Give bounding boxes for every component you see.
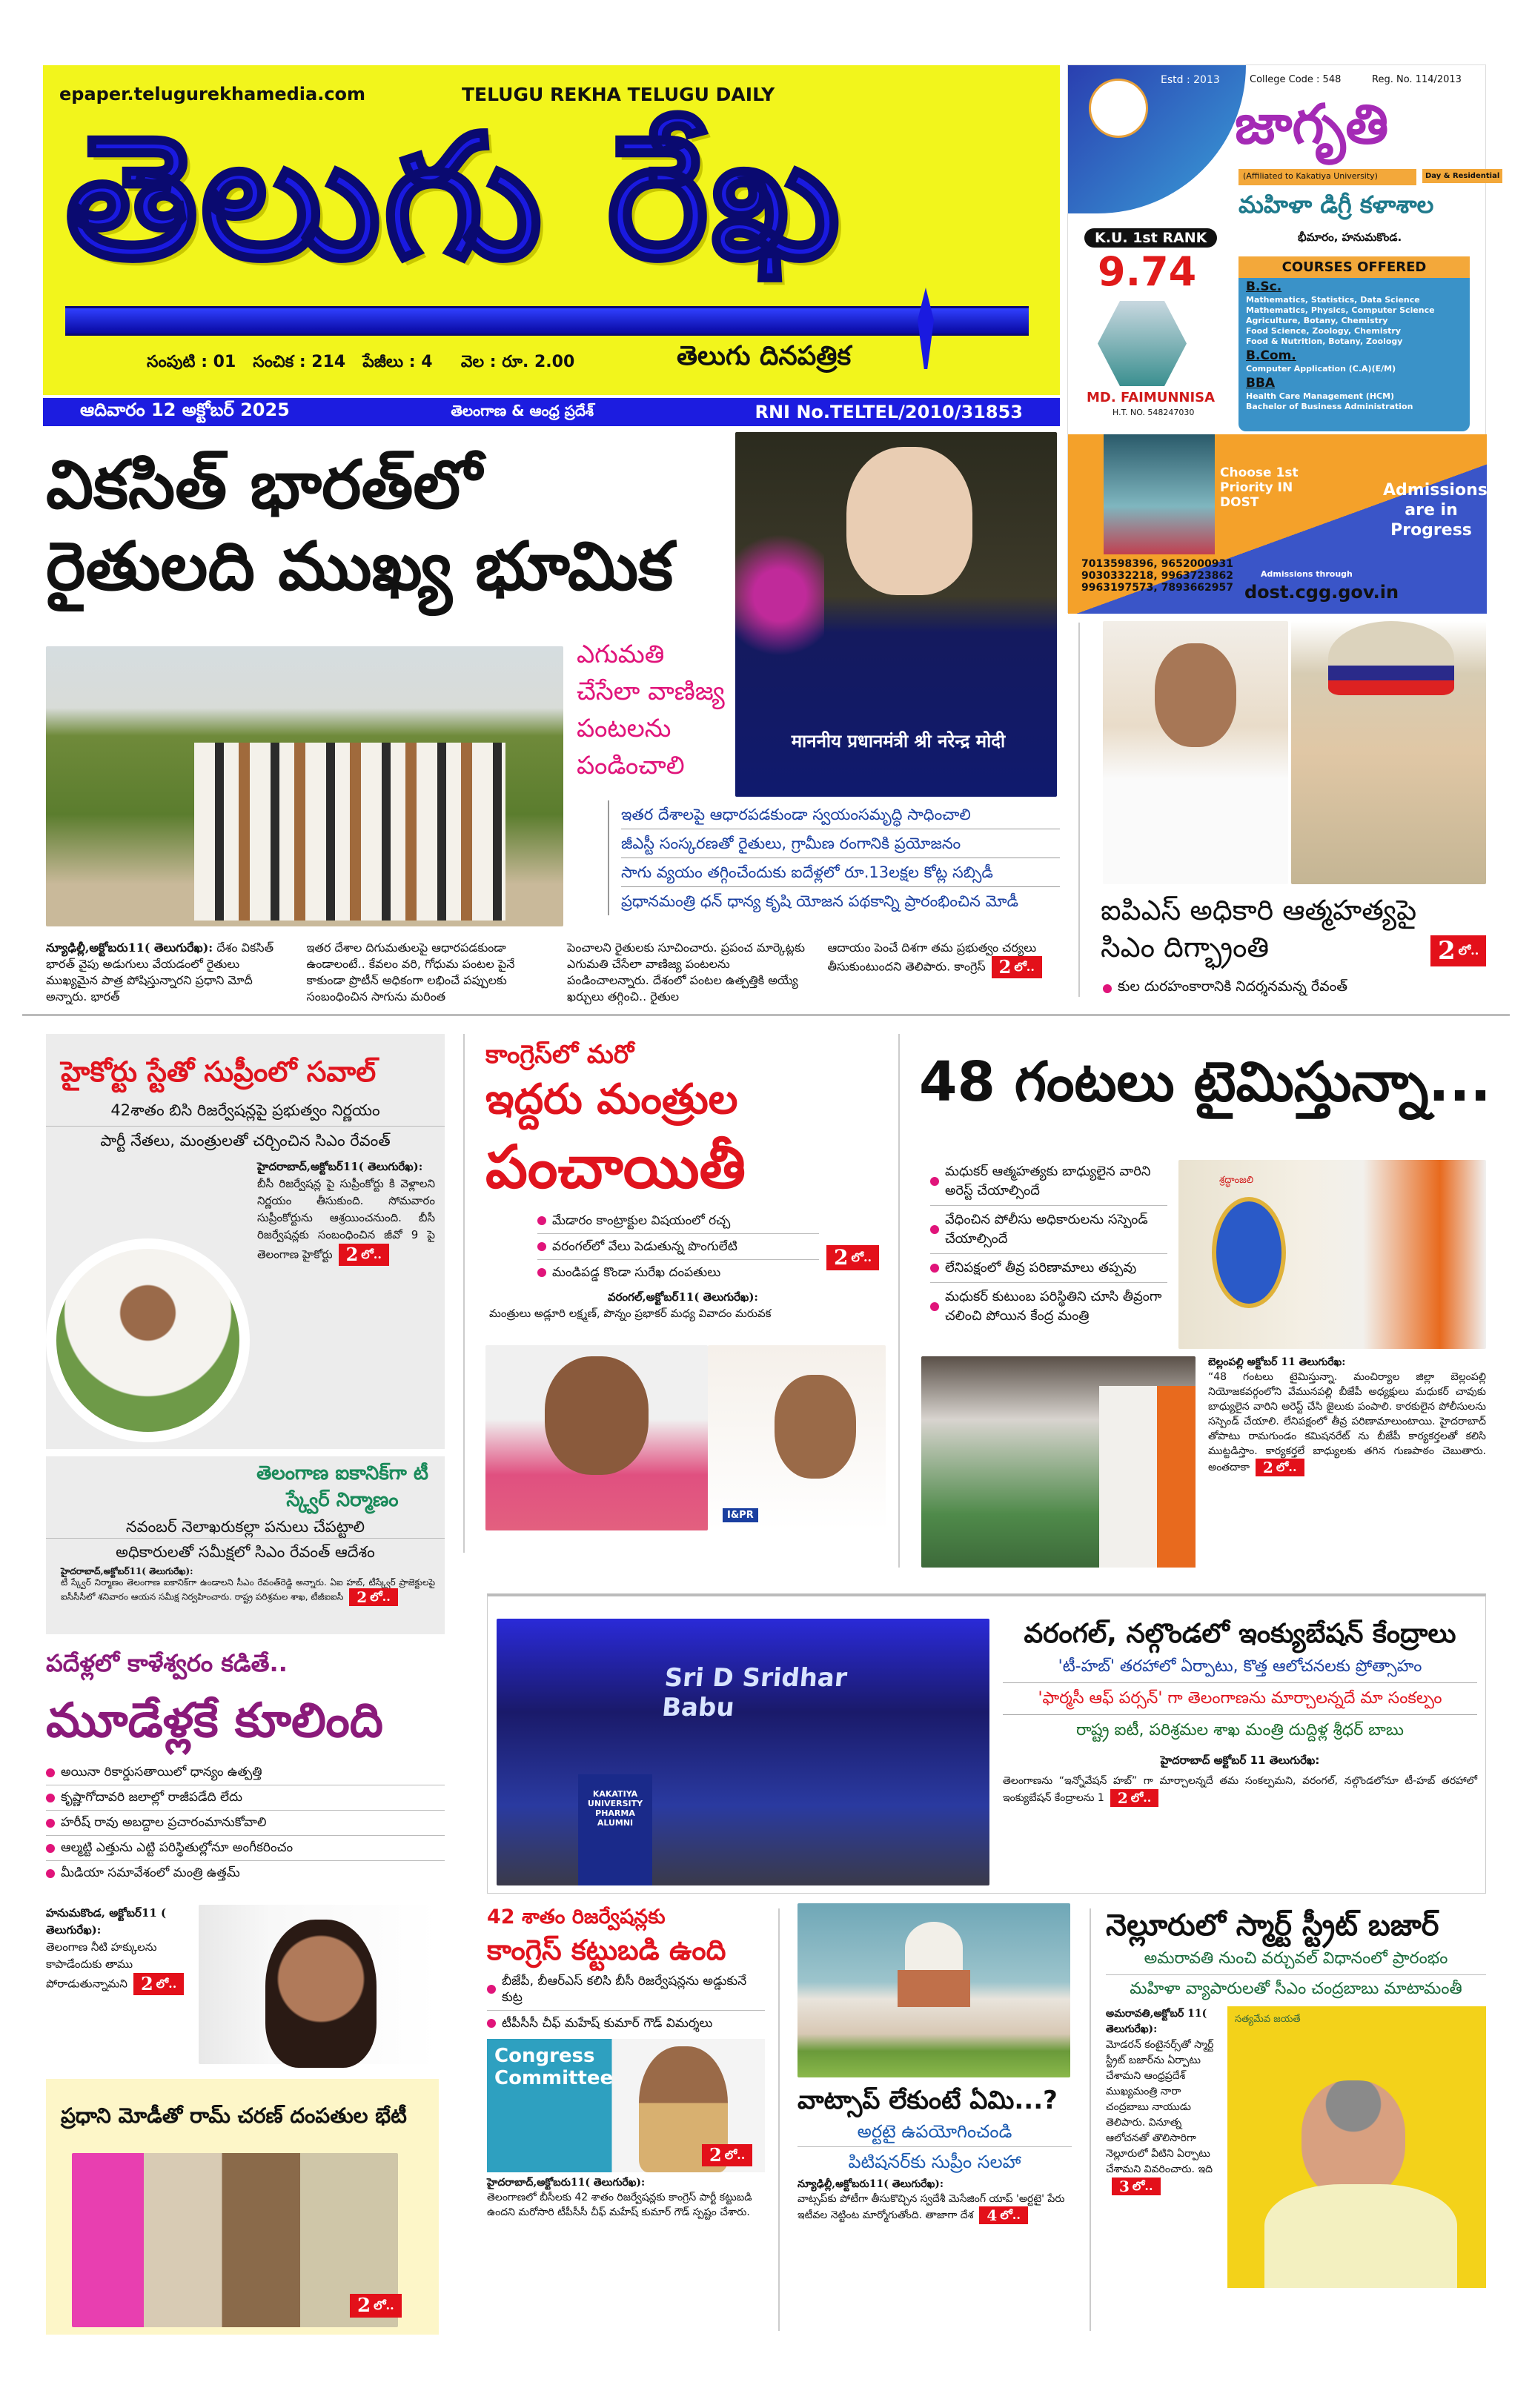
whatsapp-story bbox=[797, 2084, 1072, 2224]
highcourt-subhead: పార్టీ నేతలు, మంత్రులతో చర్చించిన సిఎం రేవంత్ bbox=[46, 1126, 445, 1152]
revanth-portrait-photo bbox=[56, 1249, 239, 1432]
photo-flowers bbox=[735, 521, 824, 669]
courses-title: COURSES OFFERED bbox=[1238, 256, 1470, 278]
bullet-text: లేనిపక్షంలో తీవ్ర పరిణామాలు తప్పవు bbox=[945, 1260, 1137, 1276]
police-cap bbox=[1328, 621, 1454, 695]
nellore-subhead: అమరావతి నుంచి వర్చువల్ విధానంలో ప్రారంభం bbox=[1106, 1948, 1486, 1975]
incubation-headline: వరంగల్, నల్గొండలో ఇంక్యుబేషన్ కేంద్రాలు bbox=[1024, 1619, 1456, 1649]
ad-admissions-through: Admissions through bbox=[1261, 569, 1353, 579]
bullet-text: మీడియా సమావేశంలో మంత్రి ఉత్తమ్ bbox=[61, 1865, 240, 1880]
nellore-dateline: అమరావతి,అక్టోబర్ 11( తెలుగురేఖ): bbox=[1106, 2008, 1207, 2035]
bullet-text: మేడారం కాంట్రాక్టుల విషయంలో రచ్చ bbox=[552, 1213, 731, 1228]
bullet-text: కృష్ణాగోదావరి జలాల్లో రాజీపడేది లేదు bbox=[61, 1790, 242, 1805]
masthead bbox=[43, 65, 1060, 395]
tsquare-dateline: హైదరాబాద్,అక్టోబర్11( తెలుగురేఖ): bbox=[61, 1566, 193, 1576]
continued-page-link[interactable]: 2 $^{లో..}$ bbox=[992, 956, 1042, 978]
course-item: Mathematics, Physics, Computer Science bbox=[1246, 305, 1435, 315]
bullet-icon bbox=[537, 1268, 546, 1277]
issue-info: సంపుటి : 01 సంచిక : 214 పేజీలు : 4 వెల : రూ. 2.00 bbox=[147, 353, 575, 371]
whatsapp-body-text: వాట్సప్‌కు పోటీగా తీసుకొచ్చిన స్వదేశీ మెసేజింగ్ యాప్ 'అర్టటై' పేరు ఇటీవల నెట్టింట మార్మోగుతోంది. తాజాగా దేశ bbox=[797, 2193, 1065, 2221]
pull-quote-line: ఎగుమతి bbox=[577, 640, 665, 669]
continued-page-link[interactable]: 2 $^{లో..}$ bbox=[1430, 935, 1486, 966]
pull-quote-line: పండించాలి bbox=[577, 751, 685, 780]
ad-college-code: College Code : 548 bbox=[1250, 74, 1342, 85]
bullet-icon bbox=[46, 1844, 55, 1853]
family-visit-photo bbox=[921, 1356, 1196, 1568]
lead-body bbox=[46, 940, 1069, 1005]
nellore-subhead: మహిళా వ్యాపారులతో సీఎం చంద్రబాబు మాటామంతీ bbox=[1130, 1980, 1462, 1998]
continued-page-link[interactable]: 2 $^{లో..}$ bbox=[133, 1973, 184, 1995]
portrait-frame bbox=[1212, 1197, 1286, 1308]
photo-label: Congress Committee bbox=[494, 2045, 614, 2089]
ad-priority: Choose 1st Priority IN DOST bbox=[1220, 465, 1299, 510]
bullet-text: మండిపడ్డ కొండా సురేఖ దంపతులు bbox=[552, 1265, 721, 1280]
highcourt-headline: హైకోర్టు స్టేతో సుప్రీంలో సవాల్ bbox=[61, 1055, 377, 1088]
photo-caption: माननीय प्रधानमंत्री श्री नरेन्द्र मोदी bbox=[791, 731, 1006, 752]
nellore-headline: నెల్లూరులో స్మార్ట్ స్ట్రీట్ బజార్ bbox=[1106, 1908, 1439, 1943]
lead-headline bbox=[46, 445, 728, 608]
congress-headline: పంచాయితీ bbox=[485, 1132, 746, 1201]
ad-phone: 9030332218, 9963723862 bbox=[1081, 570, 1234, 582]
nellore-body bbox=[1106, 2006, 1217, 2288]
masthead-subtitle: తెలుగు దినపత్రిక bbox=[677, 341, 852, 371]
region: తెలంగాణ & ఆంధ్ర ప్రదేశ్ bbox=[451, 401, 594, 419]
court-dome bbox=[905, 1922, 963, 1974]
ramcharan-modi-photo bbox=[72, 2153, 398, 2327]
uttam-kumar-photo bbox=[199, 1905, 437, 2064]
tsquare-headline: తెలంగాణ ఐకానిక్‌గా టీ స్క్వేర్ నిర్మాణం bbox=[256, 1462, 428, 1511]
ad-location: భీమారం, హనుమకొండ. bbox=[1298, 230, 1402, 244]
courses-box bbox=[1238, 256, 1470, 431]
continued-page-link[interactable]: 2 $^{లో..}$ bbox=[826, 1245, 879, 1270]
tsquare-subhead: అధికారులతో సమీక్షలో సిఎం రేవంత్ ఆదేశం bbox=[116, 1543, 375, 1561]
course-group-title: B.Com. bbox=[1246, 348, 1296, 363]
tribute-photo bbox=[1178, 1160, 1486, 1349]
nellore-row bbox=[1106, 2006, 1486, 2288]
photo-label: I&PR bbox=[723, 1508, 758, 1522]
college-advertisement[interactable] bbox=[1067, 64, 1500, 613]
congress-bullets bbox=[537, 1208, 819, 1285]
lead-subhead: ఇతర దేశాలపై ఆధారపడకుండా స్వయంసమృద్ధి సాధించాలి bbox=[621, 800, 1060, 829]
nellore-story bbox=[1106, 1906, 1486, 2288]
bullet-text: అయినా రికార్డుసతాయిలో ధాన్యం ఉత్పత్తి bbox=[61, 1765, 262, 1780]
whatsapp-subhead: పిటిషనర్‌కు సుప్రీం సలహా bbox=[848, 2152, 1021, 2172]
bullet-text: టీపీసీసీ చీఫ్ మహేష్ కుమార్ గౌడ్ విమర్శలు bbox=[502, 2016, 713, 2031]
course-item: Mathematics, Statistics, Data Science bbox=[1246, 295, 1420, 305]
bullet-icon bbox=[46, 1819, 55, 1828]
congress-kicker: కాంగ్రెస్‌లో మరో bbox=[485, 1040, 634, 1069]
photo-banner-text: Sri D Sridhar Babu bbox=[660, 1663, 849, 1722]
bullet-item bbox=[930, 1283, 1167, 1330]
bullet-text: వరంగల్‌లో వేలు పెడుతున్న పొంగులేటి bbox=[552, 1239, 737, 1254]
podium-label: KAKATIYA UNIVERSITY PHARMA ALUMNI bbox=[578, 1774, 652, 1885]
court-tower bbox=[898, 1970, 970, 2007]
bc42-body-text: తెలంగాణలో బీసీలకు 42 శాతం రిజర్వేషన్లకు కాంగ్రెస్ పార్టీ కట్టుబడి ఉందని మరోసారి టీపీసీసీ చీఫ్ మహేష్ కుమార్ గౌడ్ స్పష్టం చేశారు. bbox=[487, 2192, 752, 2218]
lead-subhead: ప్రధానమంత్రి ధన్ ధాన్య కృషి యోజన పథకాన్ని ప్రారంభించిన మోడీ bbox=[621, 892, 1019, 910]
tsquare-subhead: నవంబర్ నెలాఖరుకల్లా పనులు చేపట్టాలి bbox=[46, 1516, 445, 1539]
incubation-subhead: 'టీ-హబ్' తరహాలో ఏర్పాటు, కొత్త ఆలోచనలకు ప్రోత్సాహం bbox=[1003, 1656, 1477, 1683]
lead-body-col: ఆదాయం పెంచే దిశగా తమ ప్రభుత్వం చర్యలు తీసుకుంటుందని తెలిపారు. కాంగ్రెస్ bbox=[827, 941, 1037, 974]
photo-label: శ్రద్ధాంజలి bbox=[1219, 1175, 1254, 1186]
photo-label: సత్యమేవ జయతే bbox=[1235, 2014, 1301, 2025]
lead-subheads bbox=[608, 800, 1060, 915]
bullet-icon bbox=[537, 1216, 546, 1225]
bullet-item bbox=[46, 1836, 445, 1861]
incubation-text bbox=[1003, 1617, 1477, 1807]
lead-headline-line: రైతులది ముఖ్య భూమిక bbox=[46, 528, 674, 606]
kaleshwaram-dateline: హనుమకొండ, అక్టోబర్11 ( తెలుగురేఖ): bbox=[46, 1906, 167, 1937]
lead-body-col: పెంచాలని రైతులకు సూచించారు. ప్రపంచ మార్కెట్లకు ఎగుమతి చేసేలా వాణిజ్య పంటలను పండించాలన్నారు. దేశంలో పంటల ఉత్పత్తికి అయ్యే ఖర్చులు తగ్గించి.. రైతుల bbox=[567, 941, 805, 1004]
bullet-icon bbox=[537, 1242, 546, 1251]
ad-affiliation: (Affiliated to Kakatiya University) bbox=[1238, 169, 1416, 185]
bullet-item bbox=[46, 1861, 445, 1885]
bullet-icon bbox=[487, 1985, 496, 1994]
photo-figure bbox=[1301, 2080, 1405, 2199]
continued-page-link[interactable]: 2 $^{లో..}$ bbox=[1256, 1459, 1304, 1476]
incubation-subhead: రాష్ట్ర ఐటీ, పరిశ్రమల శాఖ మంత్రి దుద్దిళ్ల శ్రీధర్ బాబు bbox=[1075, 1721, 1404, 1739]
mahesh-kumar-goud-photo bbox=[487, 2039, 765, 2172]
continued-page-link[interactable]: 2 $^{లో..}$ bbox=[702, 2144, 752, 2166]
course-item: Agriculture, Botany, Chemistry bbox=[1246, 316, 1388, 325]
ad-brand: జాగృతి bbox=[1235, 93, 1389, 156]
column-divider bbox=[463, 1034, 465, 1553]
bc42-body bbox=[487, 2175, 765, 2220]
bullet-icon bbox=[46, 1794, 55, 1802]
congress-headline: ఇద్దరు మంత్రుల bbox=[485, 1075, 738, 1124]
continued-page-link[interactable]: 2 $^{లో..}$ bbox=[349, 1588, 398, 1606]
incubation-subhead: 'ఫార్మసీ ఆఫ్ పర్సన్' గా తెలంగాణను మార్చాలన్నదే మా సంకల్పం bbox=[1003, 1688, 1477, 1715]
ad-admissions: Admissions are in Progress bbox=[1383, 481, 1488, 540]
photo-figure bbox=[265, 1920, 377, 2068]
ad-ht-no: H.T. NO. 548247030 bbox=[1112, 408, 1195, 417]
course-item: Bachelor of Business Administration bbox=[1246, 402, 1413, 411]
lead-headline-line: వికసిత్ భారత్‌లో bbox=[46, 446, 482, 524]
ad-college-name: మహిళా డిగ్రీ కళాశాల bbox=[1238, 190, 1434, 219]
bc42-kicker: 42 శాతం రిజర్వేషన్లకు bbox=[487, 1905, 666, 1928]
revanth-portrait-frame bbox=[46, 1238, 250, 1442]
bullet-text: మధుకర్ కుటుంబ పరిస్థితిని చూసి తీవ్రంగా చలించి పోయిన కేంద్ర మంత్రి bbox=[945, 1289, 1162, 1324]
tagline: TELUGU REKHA TELUGU DAILY bbox=[462, 84, 775, 105]
kaleshwaram-body bbox=[46, 1905, 190, 1995]
photo-people bbox=[194, 743, 505, 921]
column-divider bbox=[898, 1034, 900, 1568]
lead-pull-quote bbox=[577, 636, 732, 784]
college-building-photo bbox=[1104, 434, 1215, 554]
column-divider bbox=[1078, 623, 1080, 997]
bullet-text: హరీష్ రావు అబద్దాల ప్రచారంమానుకోవాలి bbox=[61, 1815, 267, 1830]
bullet-icon bbox=[487, 2019, 496, 2028]
logo-underline-bar bbox=[65, 306, 1029, 336]
bullet-item bbox=[487, 1968, 765, 2011]
bc42-bullets bbox=[487, 1968, 765, 2036]
issue-date: ఆదివారం 12 అక్టోబర్ 2025 bbox=[80, 399, 290, 420]
bc42-story bbox=[487, 1903, 765, 2220]
continued-page-link[interactable]: 2 $^{లో..}$ bbox=[339, 1244, 389, 1266]
bullet-text: ఆల్మట్టి ఎత్తును ఎట్టి పరిస్థితుల్లోనూ అంగీకరించం bbox=[61, 1840, 294, 1855]
continued-page-link[interactable]: 2 $^{లో..}$ bbox=[1110, 1789, 1159, 1807]
whatsapp-dateline: న్యూఢిల్లీ,అక్టోబరు11( తెలుగురేఖ): bbox=[797, 2178, 944, 2190]
revanth-reddy-photo bbox=[1103, 621, 1288, 884]
bullet-item bbox=[46, 1760, 445, 1785]
pull-quote-line: పంటలను bbox=[577, 714, 672, 743]
bullet-item bbox=[537, 1234, 819, 1260]
bullet-item bbox=[537, 1260, 819, 1285]
website-url[interactable]: epaper.telugurekhamedia.com bbox=[59, 84, 366, 105]
highcourt-body-text: బీసీ రిజర్వేషన్ల పై సుప్రీంకోర్టు కి వెళ్లాలని నిర్ణయం తీసుకుంది. సోమవారం సుప్రీంకోర్టును ఆశ్రయించనుంది. బీసీ రిజర్వేషన్లకు సంబంధించిన జీవో 9 పై తెలంగాణ హైకోర్టు bbox=[257, 1177, 435, 1261]
ad-student-name: MD. FAIMUNNISA bbox=[1087, 390, 1216, 405]
farm-visit-photo bbox=[46, 646, 563, 926]
ultimatum-bullets bbox=[930, 1158, 1167, 1330]
continued-page-link[interactable]: 3 $^{లో..}$ bbox=[1112, 2178, 1161, 2195]
highcourt-subhead: 42శాతం బిసి రిజర్వేషన్లపై ప్రభుత్వం నిర్ణయం bbox=[110, 1101, 380, 1119]
ultimatum-body-text: “48 గంటలు టైమిస్తున్నా. మంచిర్యాల జిల్లా బెల్లంపల్లి నియోజకవర్గంలోని వేమునపల్లి బీజేపీ అధ్యక్షులు మధుకర్ చావుకు బాధ్యులైన వారిని అరెస్ట్ చేసి జైలుకు పంపాలి. కారకులైన పోలీసులను సస్పెండ్ చేయాలి. లేనిపక్షంలో తీవ్ర పరిణామాలుంటాయి. హైదరాబాద్ తోపాటు రామగుండం కమిషనరేట్ ను బీజేపీ కార్యకర్తలతో కలిసి ముట్టడిస్తాం. కార్యకర్తలే బాధ్యులకు తగిన గుణపాఠం చెబుతారు. అంతదాకా bbox=[1208, 1371, 1486, 1473]
lead-subhead: సాగు వ్యయం తగ్గించేందుకు ఐదేళ్లలో రూ.13లక్షల కోట్ల సబ్సిడీ bbox=[621, 858, 1060, 887]
course-item: Food & Nutrition, Botany, Zoology bbox=[1246, 336, 1403, 346]
course-group-title: BBA bbox=[1246, 376, 1276, 391]
bullet-text: బీజేపీ, బీఆర్ఎస్ కలిసి బీసీ రిజర్వేషన్లను అడ్డుకునే కుట్ర bbox=[502, 1974, 747, 2005]
ad-phone: 9963197573, 7893662957 bbox=[1081, 582, 1234, 594]
incubation-body: తెలంగాణను “ఇన్నోవేషన్ హబ్” గా మార్చాలన్నదే తమ సంకల్పమని, వరంగల్, నల్గొండలోనూ టీ-హబ్ తరహాలో ఇంక్యుబేషన్ కేంద్రాలను 1 bbox=[1003, 1775, 1477, 1804]
section-rule bbox=[22, 1014, 1510, 1016]
dateline-strip bbox=[43, 398, 1060, 426]
chandrababu-photo bbox=[1227, 2006, 1486, 2288]
ultimatum-body bbox=[1208, 1355, 1486, 1476]
nellore-body-text: మోడరన్ కంటైనర్స్‌తో స్మార్ట్ స్ట్రీట్ బజార్‌ను ఏర్పాటు చేశామని ఆంధ్రప్రదేశ్ ముఖ్యమంత్రి నారా చంద్రబాబు నాయుడు తెలిపారు. వినూత్న ఆలోచనతో తొలిసారిగా నెల్లూరులో వీటిని ఏర్పాటు చేశామని వివరించారు. ఇది bbox=[1106, 2039, 1214, 2175]
photo-figure bbox=[775, 1375, 856, 1479]
column-divider bbox=[1090, 1908, 1091, 2331]
bc42-dateline: హైదరాబాద్,అక్టోబరు11( తెలుగురేఖ): bbox=[487, 2177, 646, 2189]
lead-dateline: న్యూఢిల్లీ,అక్టోబరు11( తెలుగురేఖ): bbox=[46, 941, 213, 955]
course-item: Food Science, Zoology, Chemistry bbox=[1246, 326, 1401, 336]
bullet-item bbox=[537, 1208, 819, 1234]
bullet-item bbox=[930, 1254, 1167, 1283]
lead-body-col: దేశం వికసిత్ భారత్ వైపు అడుగులు వేయడంలో రైతులు ముఖ్యమైన పాత్ర పోషిస్తున్నారని ప్రధాని మోదీ అన్నారు. భారత్ bbox=[46, 941, 274, 1004]
ramcharan-box bbox=[46, 2079, 439, 2335]
ad-estd: Estd : 2013 bbox=[1161, 74, 1220, 86]
tsquare-body-text: టీ స్క్వేర్ నిర్మాణం తెలంగాణ ఐకానిక్‌గా ఉండాలని సీఎం రేవంత్‌రెడ్డి అన్నారు. ఏఐ హబ్, టీస్క్వేర్ ప్రాజెక్టులపై ఐసీసీసీలో శనివారం ఆయన సమీక్ష నిర్వహించారు. రాష్ట్ర పరిశ్రమల శాఖ, టీజీఐఐసీ bbox=[61, 1577, 435, 1602]
bullet-item bbox=[930, 1206, 1167, 1254]
course-item: Health Care Management (HCM) bbox=[1246, 391, 1395, 401]
bullet-text: కుల దురహంకారానికి నిదర్శనమన్న రేవంత్ bbox=[1118, 978, 1348, 995]
ad-mode: Day & Residential bbox=[1422, 169, 1502, 183]
whatsapp-subhead: అర్టటై ఉపయోగించండి bbox=[797, 2120, 1072, 2147]
bullet-icon bbox=[1103, 984, 1112, 993]
course-item: Computer Application (C.A)(E/M) bbox=[1246, 364, 1396, 374]
pen-nib-icon bbox=[918, 288, 934, 369]
supreme-court-photo bbox=[797, 1903, 1070, 2077]
bullet-item bbox=[930, 1158, 1167, 1206]
incubation-box bbox=[487, 1593, 1486, 1894]
sridhar-babu-event-photo bbox=[497, 1619, 989, 1885]
bullet-item bbox=[46, 1811, 445, 1836]
kaleshwaram-bullets bbox=[46, 1760, 445, 1885]
whatsapp-headline: వాట్సాప్ లేకుంటే ఏమి...? bbox=[797, 2086, 1058, 2115]
continued-page-link[interactable]: 4 $^{లో..}$ bbox=[979, 2206, 1028, 2224]
highcourt-tsquare-box bbox=[46, 1034, 445, 1634]
bc42-headline: కాంగ్రెస్ కట్టుబడి ఉంది bbox=[487, 1934, 726, 1966]
photo-figure bbox=[1155, 643, 1236, 747]
ad-url[interactable]: dost.cgg.gov.in bbox=[1244, 582, 1399, 603]
photo-figure bbox=[545, 1356, 649, 1475]
whatsapp-body bbox=[797, 2177, 1072, 2224]
rni-number: RNI No.TELTEL/2010/31853 bbox=[755, 402, 1023, 422]
ad-corner-banner bbox=[1068, 65, 1246, 213]
congress-body: మంత్రులు అడ్లూరి లక్ష్మణ్, పొన్నం ప్రభాకర్ మధ్య వివాదం మరువక bbox=[489, 1307, 772, 1320]
tsquare-body bbox=[61, 1566, 435, 1606]
logo: తెలుగు రేఖ bbox=[65, 99, 843, 297]
bullet-icon bbox=[930, 1302, 939, 1311]
kaleshwaram-kicker: పదేళ్లలో కాళేశ్వరం కడితే.. bbox=[46, 1649, 288, 1677]
ad-phones bbox=[1081, 558, 1233, 594]
pull-quote-line: చేసేలా వాణిజ్య bbox=[577, 677, 725, 706]
ad-phone: 7013598396, 9652000931 bbox=[1081, 558, 1234, 570]
ad-reg-no: Reg. No. 114/2013 bbox=[1372, 74, 1462, 85]
ips-headline: ఐపిఎస్ అధికారి ఆత్మహత్యపై సిఎం దిగ్భ్రాంతి bbox=[1101, 894, 1417, 963]
ramcharan-headline: ప్రధాని మోడీతో రామ్ చరణ్ దంపతుల భేటీ bbox=[61, 2103, 407, 2128]
highcourt-dateline: హైదరాబాద్,అక్టోబర్11( తెలుగురేఖ): bbox=[257, 1160, 423, 1173]
bullet-text: మధుకర్ ఆత్మహత్యకు బాధ్యులైన వారిని అరెస్ట్ చేయాల్సిందే bbox=[945, 1164, 1151, 1198]
ultimatum-dateline: బెల్లంపల్లి అక్టోబర్ 11 తెలుగురేఖ: bbox=[1208, 1356, 1346, 1368]
bullet-icon bbox=[930, 1264, 939, 1273]
kaleshwaram-headline: మూడేళ్లకే కూలింది bbox=[46, 1694, 383, 1748]
bullet-item bbox=[46, 1785, 445, 1811]
lead-subhead: జీఎస్టీ సంస్కరణతో రైతులు, గ్రామీణ రంగానికి ప్రయోజనం bbox=[621, 829, 1060, 858]
course-group-title: B.Sc. bbox=[1246, 279, 1282, 294]
photo-figure bbox=[1099, 1386, 1196, 1568]
modi-speech-photo bbox=[735, 432, 1057, 797]
ad-rank-score: 9.74 bbox=[1098, 248, 1197, 295]
incubation-dateline: హైదరాబాద్ అక్టోబర్ 11 తెలుగురేఖ: bbox=[1160, 1754, 1320, 1767]
continued-page-link[interactable]: 2 $^{లో..}$ bbox=[350, 2294, 402, 2318]
column-divider bbox=[778, 1908, 780, 2331]
bullet-text: వేధించిన పోలీసు అధికారులను సస్పెండ్ చేయాల్సిందే bbox=[945, 1212, 1148, 1247]
ponguleti-photo bbox=[708, 1345, 886, 1530]
bullet-icon bbox=[930, 1177, 939, 1186]
ips-officer-photo bbox=[1291, 621, 1486, 884]
kaleshwaram-body-text: తెలంగాణ నీటి హక్కులను కాపాడేందుకు తాము పోరాడుతున్నామని bbox=[46, 1940, 157, 1991]
bullet-icon bbox=[46, 1869, 55, 1878]
photo-figure bbox=[846, 447, 972, 595]
lead-body-col: ఇతర దేశాల దిగుమతులపై ఆధారపడకుండా ఉండాలంటే.. కేవలం వరి, గోధుమ పంటల పైనే కాకుండా ప్రొటీన్ అధికంగా లభించే పప్పులకు సంబంధించిన సాగును మరింత bbox=[306, 941, 515, 1004]
bullet-icon bbox=[930, 1225, 939, 1234]
student-photo bbox=[1098, 301, 1187, 386]
bullet-item bbox=[487, 2011, 765, 2036]
ultimatum-headline: 48 గంటలు టైమిస్తున్నా... bbox=[919, 1050, 1491, 1114]
ips-bullet bbox=[1103, 978, 1347, 998]
college-seal-icon bbox=[1089, 79, 1148, 138]
highcourt-body bbox=[257, 1158, 435, 1266]
congress-dateline: వరంగల్,అక్టోబర్11( తెలుగురేఖ): bbox=[608, 1290, 758, 1304]
konda-surekha-photo bbox=[485, 1345, 708, 1530]
ad-rank-label: K.U. 1st RANK bbox=[1084, 228, 1217, 248]
box-divider bbox=[46, 1449, 445, 1456]
bullet-icon bbox=[46, 1768, 55, 1777]
photo-shirt bbox=[1264, 2184, 1457, 2288]
course-list bbox=[1246, 279, 1462, 412]
